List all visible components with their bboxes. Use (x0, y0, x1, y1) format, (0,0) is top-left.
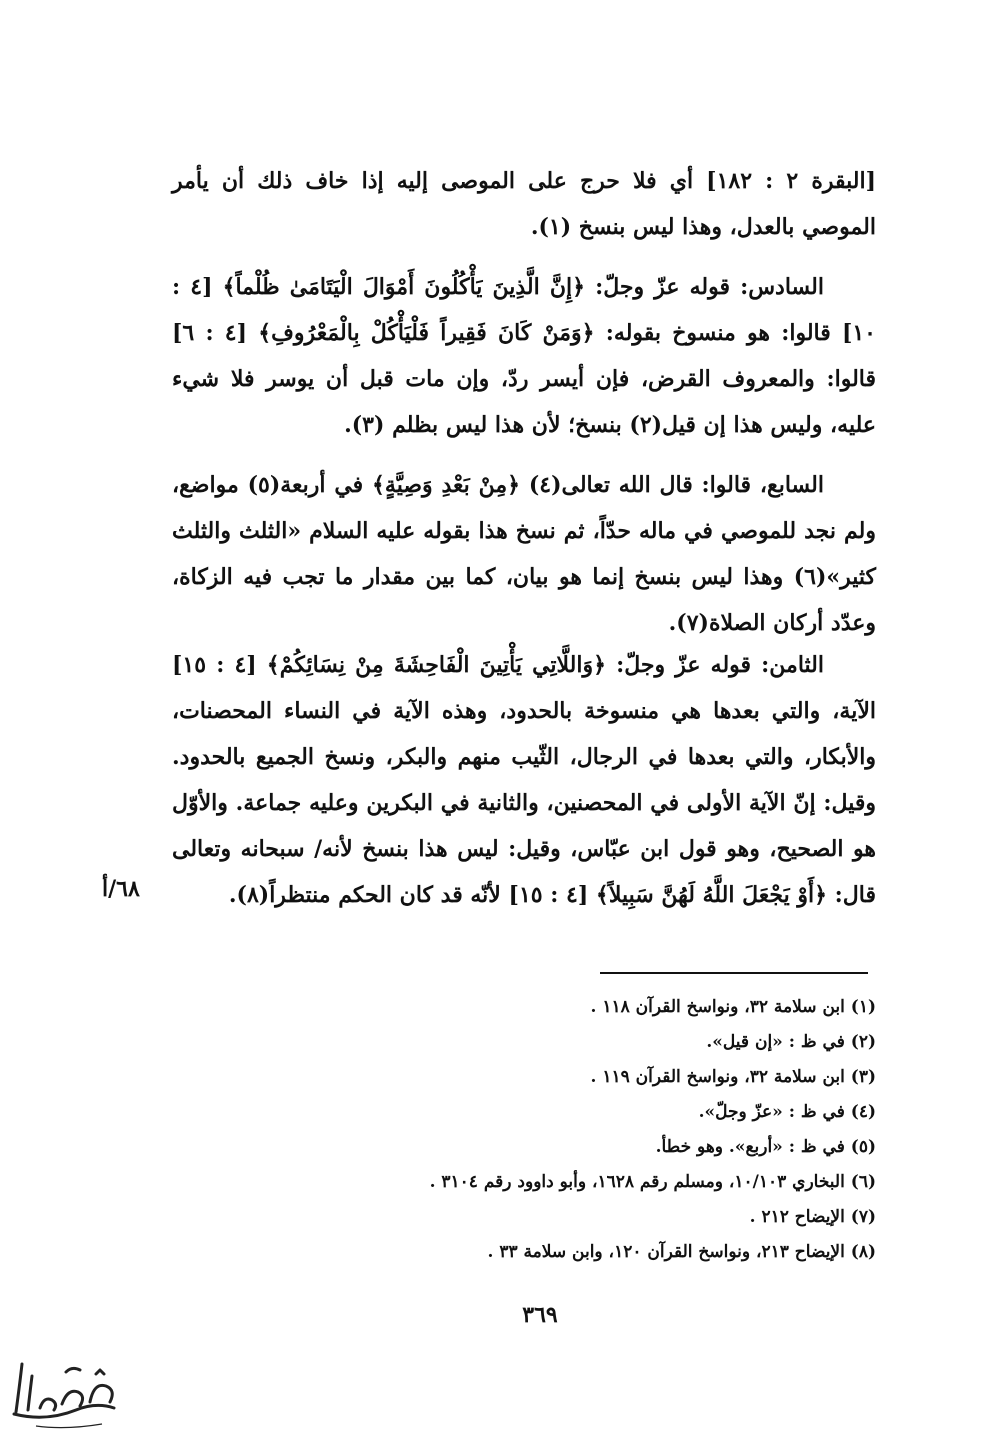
paragraph-4-text: الثامن: قوله عزّ وجلّ: ﴿وَاللَّاتِي يَأْتِينَ الْفَاحِشَةَ مِنْ نِسَائِكُمْ﴾ [٤ : ١٥] الآية، والتي بعدها هي منسوخة بالحدود، وهذه الآية في النساء المحصنات، والأبكار، والتي بعدها في الرجال، الثّيب منهم والبكر، ونسخ الجميع بالحدود. وقيل: إنّ الآية الأولى في المحصنين، والثانية في البكرين وعليه جماعة. والأوّل هو الصحيح، وهو قول ابن عبّاس، وقيل: ليس هذا بنسخ لأنه/ سبحانه وتعالى قال: ﴿أَوْ يَجْعَلَ اللَّهُ لَهُنَّ سَبِيلاً﴾ [٤ : ١٥] لأنّه قد كان الحكم منتظراً(٨). (172, 652, 876, 908)
manuscript-folio-note: ٦٨/أ (102, 876, 140, 902)
paragraph-eighth (172, 642, 876, 918)
footnote-item: (١) ابن سلامة ٣٢، ونواسخ القرآن ١١٨ . (590, 997, 876, 1017)
footnote-item: (٥) في ظ : «أربع». وهو خطأ. (655, 1137, 876, 1157)
footnotes-list (300, 990, 876, 1270)
paragraph-seventh (172, 462, 876, 646)
paragraph-2-text: السادس: قوله عزّ وجلّ: ﴿إِنَّ الَّذِينَ يَأْكُلُونَ أَمْوَالَ الْيَتَامَىٰ ظُلْماً﴾ [٤ : ١٠] قالوا: هو منسوخ بقوله: ﴿وَمَنْ كَانَ فَقِيراً فَلْيَأْكُلْ بِالْمَعْرُوفِ﴾ [٤ : ٦] قالوا: والمعروف القرض، فإن أيسر ردّ، وإن مات قبل أن يوسر فلا شيء عليه، وليس هذا إن قيل(٢) بنسخ؛ لأن هذا ليس بظلم (٣). (172, 274, 876, 438)
watermark-calligraphy-icon (6, 1352, 126, 1432)
paragraph-3-text: السابع، قالوا: قال الله تعالى(٤) ﴿مِنْ بَعْدِ وَصِيَّةٍ﴾ في أربعة(٥) مواضع، ولم نجد للموصي في ماله حدّاً، ثم نسخ هذا بقوله عليه السلام «الثلث والثلث كثير»(٦) وهذا ليس بنسخ إنما هو بيان، كما بين مقدار ما تجب فيه الزكاة، وعدّد أركان الصلاة(٧). (172, 472, 876, 636)
footnote-item: (٣) ابن سلامة ٣٢، ونواسخ القرآن ١١٩ . (590, 1067, 876, 1087)
footnote-item: (٤) في ظ : «عزّ وجلّ». (698, 1102, 876, 1122)
calligraphy-watermark-logo (6, 1352, 126, 1432)
paragraph-1-text: [البقرة ٢ : ١٨٢] أي فلا حرج على الموصى إليه إذا خاف ذلك أن يأمر الموصي بالعدل، وهذا ليس بنسخ (١). (172, 168, 876, 240)
page-number: ٣٦٩ (522, 1302, 558, 1328)
footnote-item: (٢) في ظ : «إن قيل». (706, 1032, 876, 1052)
footnote-item: (٨) الإيضاح ٢١٣، ونواسخ القرآن ١٢٠، وابن سلامة ٣٣ . (487, 1242, 876, 1262)
footnote-item: (٦) البخاري ١٠/١٠٣، ومسلم رقم ١٦٢٨، وأبو داوود رقم ٣١٠٤ . (429, 1172, 876, 1192)
footnote-separator (600, 972, 868, 974)
paragraph-continuation (172, 158, 876, 250)
footnote-item: (٧) الإيضاح ٢١٢ . (749, 1207, 876, 1227)
paragraph-sixth (172, 264, 876, 448)
